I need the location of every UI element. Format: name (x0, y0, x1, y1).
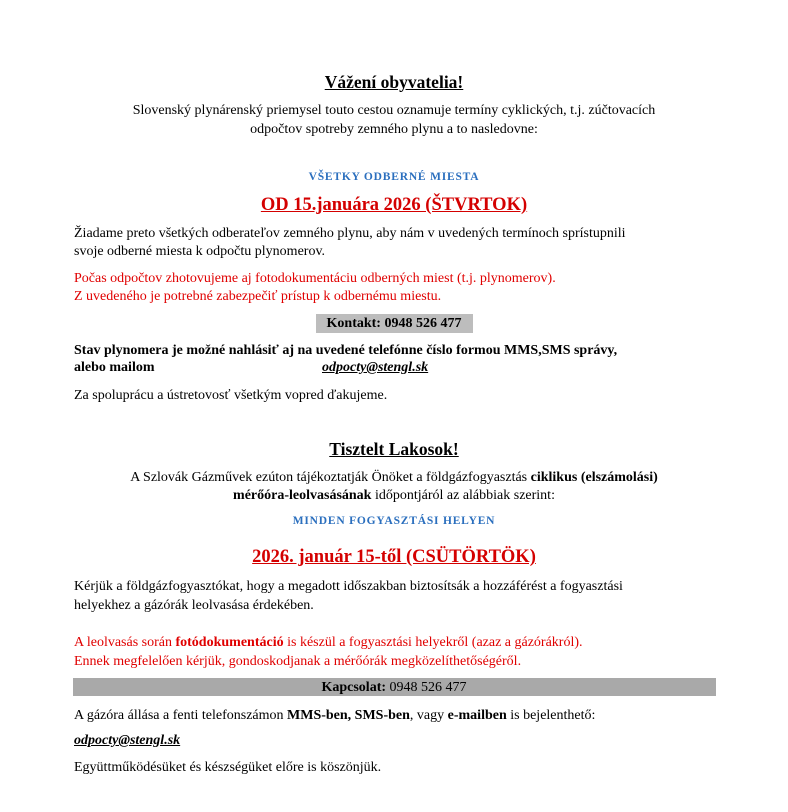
hu-email-link[interactable]: odpocty@stengl.sk (74, 733, 181, 748)
hu-photo-text-b: fotódokumentáció (175, 635, 284, 650)
sk-report-line-1: Stav plynomera je možné nahlásiť aj na uvedené telefónne číslo formou MMS,SMS správy, (74, 343, 618, 358)
hu-intro-line-1 (0, 469, 788, 486)
hu-report-text-e: is bejelenthető: (506, 708, 596, 723)
sk-scope: VŠETKY ODBERNÉ MIESTA (308, 171, 480, 183)
hu-report-text-b: MMS-ben, SMS-ben (287, 708, 410, 723)
hu-request-line-2: helyekhez a gázórák leolvasása érdekében. (74, 598, 314, 613)
hu-photo-text-c: is készül a fogyasztási helyekről (azaz a gázórákról). (283, 635, 583, 650)
hu-intro-text-d: időpontjáról az alábbiak szerint: (371, 488, 555, 503)
hu-intro-text-a: A Szlovák Gázművek ezúton tájékoztatják Önöket a földgázfogyasztás (130, 470, 531, 485)
hu-date-heading: 2026. január 15-től (CSÜTÖRTÖK) (252, 547, 536, 567)
sk-report-line-2: alebo mailom (74, 360, 155, 375)
hu-intro-line-2 (0, 487, 788, 504)
hu-request-line-1: Kérjük a földgázfogyasztókat, hogy a megadott időszakban biztosítsák a hozzáférést a fogyasztási (74, 579, 623, 594)
hu-title: Tisztelt Lakosok! (329, 439, 459, 459)
sk-contact: Kontakt: 0948 526 477 (326, 316, 462, 331)
hu-report-line (74, 707, 595, 724)
hu-contact (0, 679, 788, 696)
hu-report-text-a: A gázóra állása a fenti telefonszámon (74, 708, 288, 723)
sk-date-heading: OD 15.januára 2026 (ŠTVRTOK) (260, 195, 528, 215)
sk-title: Vážení obyvatelia! (324, 72, 464, 92)
sk-intro-line-2: odpočtov spotreby zemného plynu a to nasledovne: (250, 122, 538, 137)
sk-request-line-1: Žiadame preto všetkých odberateľov zemného plynu, aby nám v uvedených termínoch sprístupnili (74, 226, 626, 241)
hu-photo-line-1 (74, 634, 583, 651)
hu-scope: MINDEN FOGYASZTÁSI HELYEN (292, 515, 496, 527)
hu-thanks: Együttműködésüket és készségüket előre is köszönjük. (74, 760, 382, 775)
sk-request-line-2: svoje odberné miesta k odpočtu plynomerov. (74, 244, 326, 259)
sk-photo-line-2: Z uvedeného je potrebné zabezpečiť prístup k odbernému miestu. (74, 289, 442, 304)
hu-report-text-d: e-mailben (447, 708, 507, 723)
hu-photo-line-2: Ennek megfelelően kérjük, gondoskodjanak a mérőórák megközelíthetőségéről. (74, 654, 522, 669)
hu-photo-text-a: A leolvasás során (74, 635, 176, 650)
hu-intro-text-b: ciklikus (elszámolási) (530, 470, 658, 485)
hu-contact-label: Kapcsolat: (321, 680, 387, 695)
hu-contact-number: 0948 526 477 (386, 680, 467, 695)
sk-photo-line-1: Počas odpočtov zhotovujeme aj fotodokumentáciu odberných miest (t.j. plynomerov). (74, 271, 556, 286)
hu-intro-text-c: mérőóra-leolvasásának (233, 488, 372, 503)
sk-email-link[interactable]: odpocty@stengl.sk (322, 360, 429, 375)
sk-thanks: Za spoluprácu a ústretovosť všetkým vopred ďakujeme. (74, 388, 388, 403)
hu-report-text-c: , vagy (409, 708, 448, 723)
sk-intro-line-1: Slovenský plynárenský priemysel touto cestou oznamuje termíny cyklických, t.j. zúčtovacích (132, 103, 656, 118)
